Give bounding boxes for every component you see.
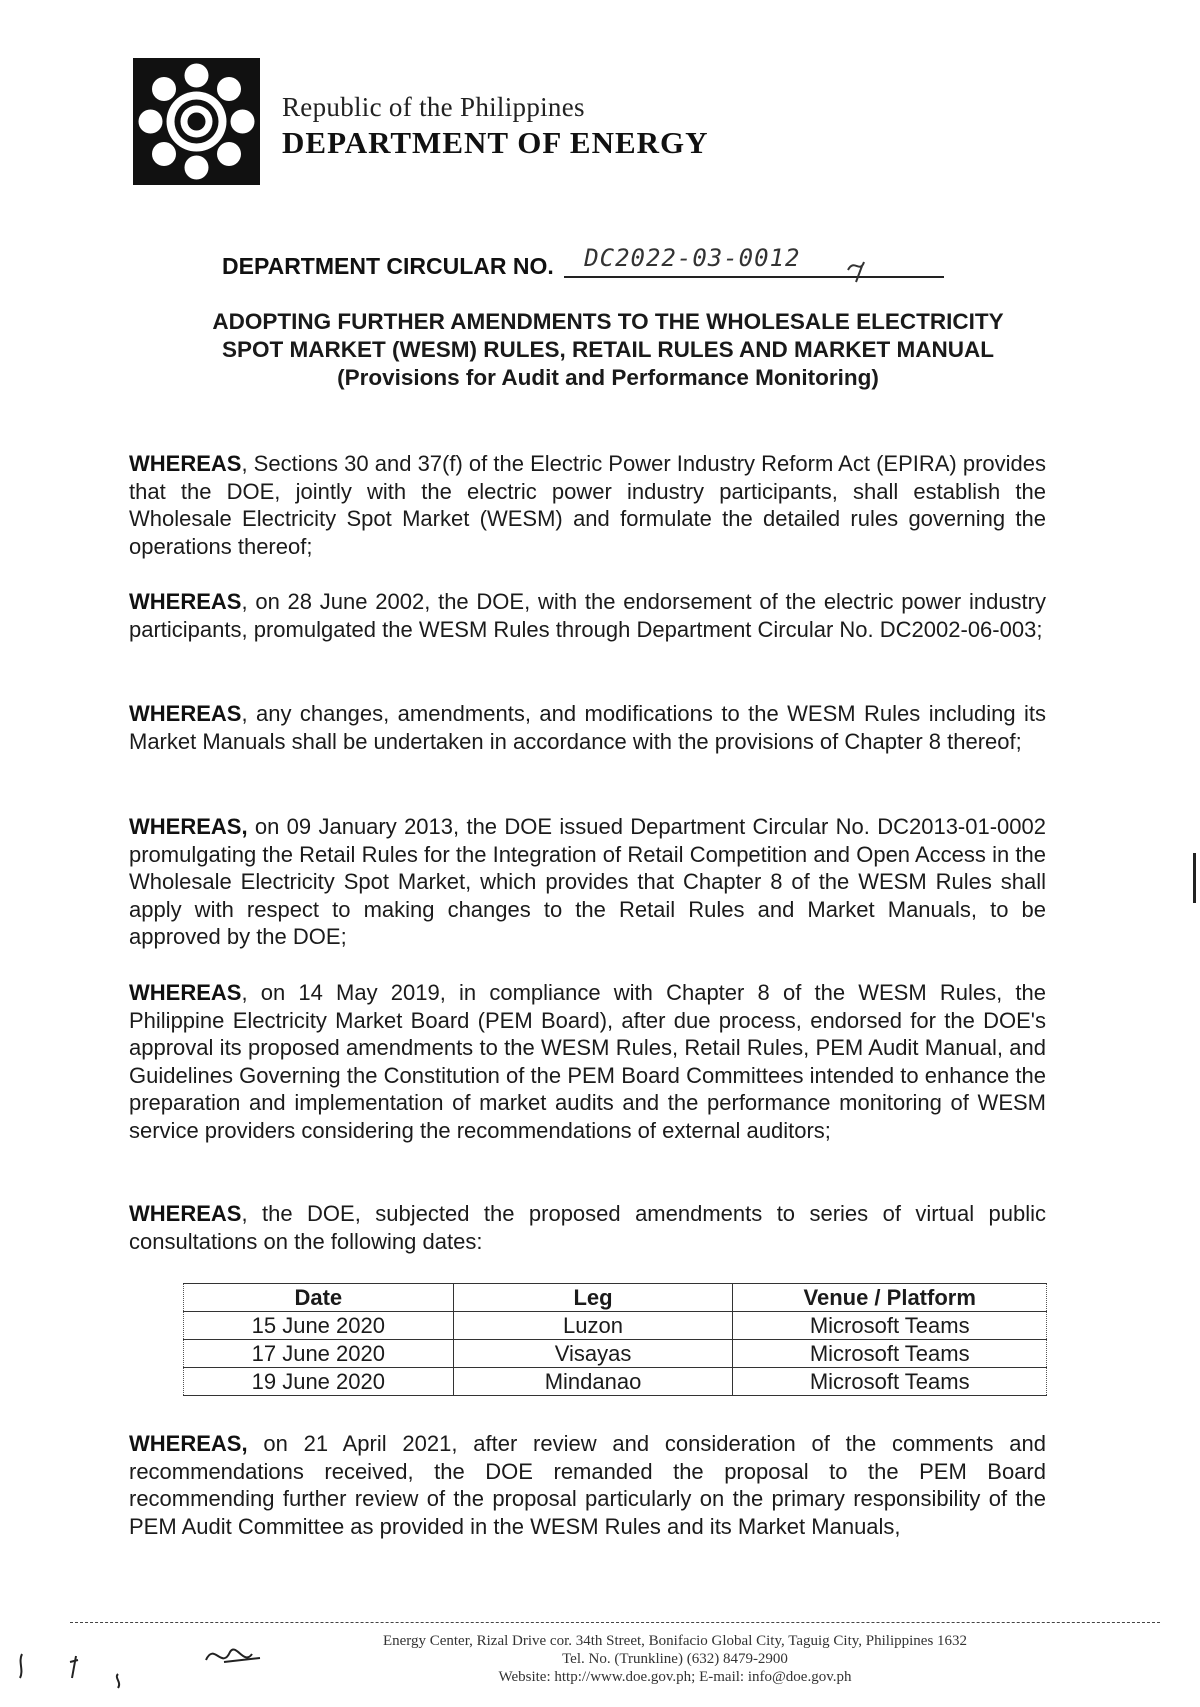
consultation-schedule-table [183, 1283, 1047, 1396]
cell-venue: Microsoft Teams [733, 1368, 1047, 1396]
cell-leg: Mindanao [453, 1368, 733, 1396]
footer-phone: Tel. No. (Trunkline) (632) 8479-2900 [562, 1651, 788, 1667]
whereas-lead: WHEREAS [129, 589, 242, 614]
paragraph-text: , on 28 June 2002, the DOE, with the endorsement of the electric power industry participants, promulgated the WESM Rules through Department Circular No. DC2002-06-003; [129, 589, 1046, 642]
cell-date: 15 June 2020 [184, 1312, 454, 1340]
letterhead [282, 92, 709, 161]
cell-date: 19 June 2020 [184, 1368, 454, 1396]
whereas-lead: WHEREAS [129, 701, 242, 726]
whereas-paragraph [129, 588, 1046, 643]
cell-date: 17 June 2020 [184, 1340, 454, 1368]
whereas-lead: WHEREAS, [129, 814, 248, 839]
paragraph-text: on 09 January 2013, the DOE issued Department Circular No. DC2013-01-0002 promulgating the Retail Rules for the Integration of Retail Competition and Open Access in the Wholesale Electricity Spot Market, which provides that Chapter 8 of the WESM Rules shall apply with respect to making changes to the Retail Rules and Market Manuals, to be approved by the DOE; [129, 814, 1046, 949]
initial-mark-icon [842, 244, 882, 284]
paragraph-text: , any changes, amendments, and modifications to the WESM Rules including its Market Manuals shall be undertaken in accordance with the provisions of Chapter 8 thereof; [129, 701, 1046, 754]
circular-number-line [222, 244, 944, 280]
whereas-lead: WHEREAS, [129, 1431, 248, 1456]
table-row [184, 1340, 1047, 1368]
whereas-paragraph [129, 1430, 1046, 1540]
table-header-row [184, 1284, 1047, 1312]
doe-seal-logo [133, 58, 260, 185]
column-header-date: Date [184, 1284, 454, 1312]
cell-venue: Microsoft Teams [733, 1312, 1047, 1340]
circular-label: DEPARTMENT CIRCULAR NO. [222, 253, 554, 279]
paragraph-text: , the DOE, subjected the proposed amendments to series of virtual public consultations on the following dates: [129, 1201, 1046, 1254]
table-row [184, 1312, 1047, 1340]
paragraph-text: on 21 April 2021, after review and consideration of the comments and recommendations received, the DOE remanded the proposal to the PEM Board recommending further review of the proposal particularly on the primary responsibility of the PEM Audit Committee as provided in the WESM Rules and its Market Manuals, [129, 1431, 1046, 1539]
title-line-3: (Provisions for Audit and Performance Monitoring) [337, 365, 879, 390]
letterhead-footer [0, 1632, 1200, 1686]
circular-number-blank [564, 244, 944, 278]
department-name: DEPARTMENT OF ENERGY [282, 125, 709, 160]
sunburst-seal-icon [133, 58, 260, 185]
circular-title [0, 308, 1200, 392]
column-header-leg: Leg [453, 1284, 733, 1312]
footer-divider [70, 1622, 1160, 1623]
cell-venue: Microsoft Teams [733, 1340, 1047, 1368]
footer-address: Energy Center, Rizal Drive cor. 34th Street, Bonifacio Global City, Taguig City, Philippines 1632 [382, 1633, 968, 1649]
title-line-2: SPOT MARKET (WESM) RULES, RETAIL RULES AND MARKET MANUAL [221, 337, 995, 362]
paragraph-text: , Sections 30 and 37(f) of the Electric Power Industry Reform Act (EPIRA) provides that the DOE, jointly with the electric power industry participants, shall establish the Wholesale Electricity Spot Market (WESM) and formulate the detailed rules governing the operations thereof; [129, 451, 1047, 559]
whereas-paragraph [129, 979, 1046, 1144]
republic-label: Republic of the Philippines [282, 92, 585, 122]
cell-leg: Luzon [453, 1312, 733, 1340]
circular-number-handwritten: DC2022-03-0012 [584, 244, 801, 272]
cell-leg: Visayas [453, 1340, 733, 1368]
whereas-paragraph [129, 1200, 1046, 1255]
paragraph-text: , on 14 May 2019, in compliance with Chapter 8 of the WESM Rules, the Philippine Electricity Market Board (PEM Board), after due process, endorsed for the DOE's approval its proposed amendments to the WESM Rules, Retail Rules, PEM Audit Manual, and Guidelines Governing the Constitution of the PEM Board Committees intended to enhance the preparation and implementation of market audits and the performance monitoring of WESM service providers considering the recommendations of external auditors; [129, 980, 1046, 1143]
table-row [184, 1368, 1047, 1396]
title-line-1: ADOPTING FURTHER AMENDMENTS TO THE WHOLESALE ELECTRICITY [212, 309, 1004, 334]
whereas-lead: WHEREAS [129, 1201, 242, 1226]
scan-margin-mark [1193, 853, 1196, 903]
whereas-paragraph [129, 450, 1046, 560]
whereas-paragraph [129, 813, 1046, 951]
whereas-lead: WHEREAS [129, 980, 242, 1005]
footer-web: Website: http://www.doe.gov.ph; E-mail: info@doe.gov.ph [498, 1669, 852, 1685]
column-header-venue: Venue / Platform [733, 1284, 1047, 1312]
whereas-paragraph [129, 700, 1046, 755]
whereas-lead: WHEREAS [129, 451, 242, 476]
